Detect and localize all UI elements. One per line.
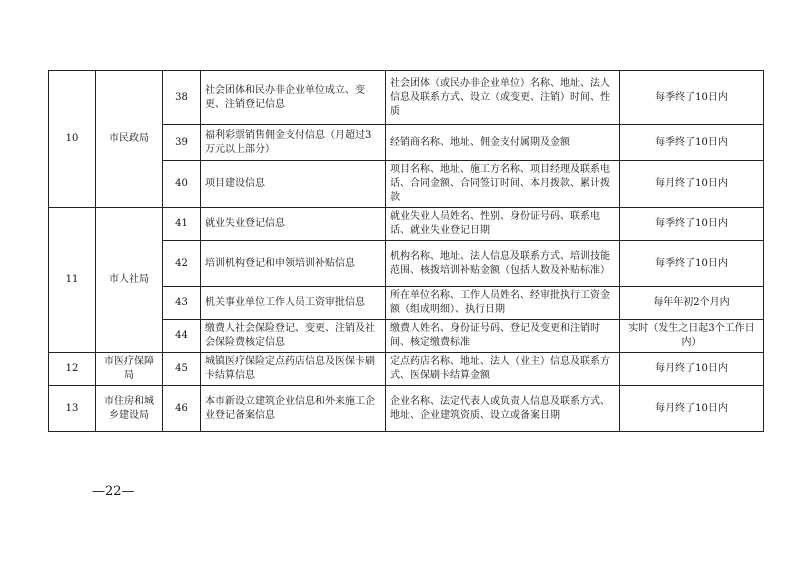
frequency-cell: 每季终了10日内 [620, 125, 764, 161]
content-cell: 项目名称、地址、施工方名称、项目经理及联系电话、合同金额、合同签订时间、本月拨款、累计拨款 [386, 161, 620, 208]
frequency-cell: 每季终了10日内 [620, 71, 764, 125]
item-name-cell: 城镇医疗保险定点药店信息及医保卡刷卡结算信息 [201, 353, 386, 386]
department-cell: 市医疗保障局 [96, 353, 163, 386]
frequency-cell: 每月终了10日内 [620, 386, 764, 432]
page-number: —22— [92, 484, 135, 499]
item-number-cell: 40 [163, 161, 201, 208]
item-number-cell: 42 [163, 241, 201, 287]
content-cell: 企业名称、法定代表人或负责人信息及联系方式、地址、企业建筑资质、设立或备案日期 [386, 386, 620, 432]
item-number-cell: 39 [163, 125, 201, 161]
frequency-cell: 每月终了10日内 [620, 161, 764, 208]
item-name-cell: 福利彩票销售佣金支付信息（月超过3万元以上部分） [201, 125, 386, 161]
item-name-cell: 缴费人社会保险登记、变更、注销及社会保险费核定信息 [201, 320, 386, 353]
data-sharing-table [48, 70, 764, 432]
frequency-cell: 实时（发生之日起3个工作日内） [620, 320, 764, 353]
content-cell: 社会团体（或民办非企业单位）名称、地址、法人信息及联系方式、设立（或变更、注销）时间、性质 [386, 71, 620, 125]
content-cell: 机构名称、地址、法人信息及联系方式、培训技能范围、核拨培训补贴金额（包括人数及补贴标准） [386, 241, 620, 287]
department-cell: 市人社局 [96, 208, 163, 353]
frequency-cell: 每年年初2个月内 [620, 287, 764, 320]
content-cell: 缴费人姓名、身份证号码、登记及变更和注销时间、核定缴费标准 [386, 320, 620, 353]
content-cell: 定点药店名称、地址、法人（业主）信息及联系方式、医保刷卡结算金额 [386, 353, 620, 386]
item-number-cell: 45 [163, 353, 201, 386]
item-number-cell: 41 [163, 208, 201, 241]
content-cell: 就业失业人员姓名、性别、身份证号码、联系电话、就业失业登记日期 [386, 208, 620, 241]
content-cell: 所在单位名称、工作人员姓名、经审批执行工资金额（组成明细）、执行日期 [386, 287, 620, 320]
item-name-cell: 本市新设立建筑企业信息和外来施工企业登记备案信息 [201, 386, 386, 432]
department-cell: 市住房和城乡建设局 [96, 386, 163, 432]
row-index-cell: 10 [49, 71, 96, 208]
item-number-cell: 38 [163, 71, 201, 125]
row-index-cell: 11 [49, 208, 96, 353]
table-row [49, 71, 764, 125]
item-number-cell: 44 [163, 320, 201, 353]
item-name-cell: 项目建设信息 [201, 161, 386, 208]
item-name-cell: 社会团体和民办非企业单位成立、变更、注销登记信息 [201, 71, 386, 125]
row-index-cell: 13 [49, 386, 96, 432]
frequency-cell: 每季终了10日内 [620, 241, 764, 287]
content-cell: 经销商名称、地址、佣金支付属期及金额 [386, 125, 620, 161]
item-name-cell: 培训机构登记和申领培训补贴信息 [201, 241, 386, 287]
table-row [49, 208, 764, 241]
frequency-cell: 每月终了10日内 [620, 353, 764, 386]
item-name-cell: 机关事业单位工作人员工资审批信息 [201, 287, 386, 320]
item-number-cell: 43 [163, 287, 201, 320]
table-row [49, 386, 764, 432]
item-number-cell: 46 [163, 386, 201, 432]
item-name-cell: 就业失业登记信息 [201, 208, 386, 241]
row-index-cell: 12 [49, 353, 96, 386]
table-row [49, 353, 764, 386]
frequency-cell: 每季终了10日内 [620, 208, 764, 241]
department-cell: 市民政局 [96, 71, 163, 208]
